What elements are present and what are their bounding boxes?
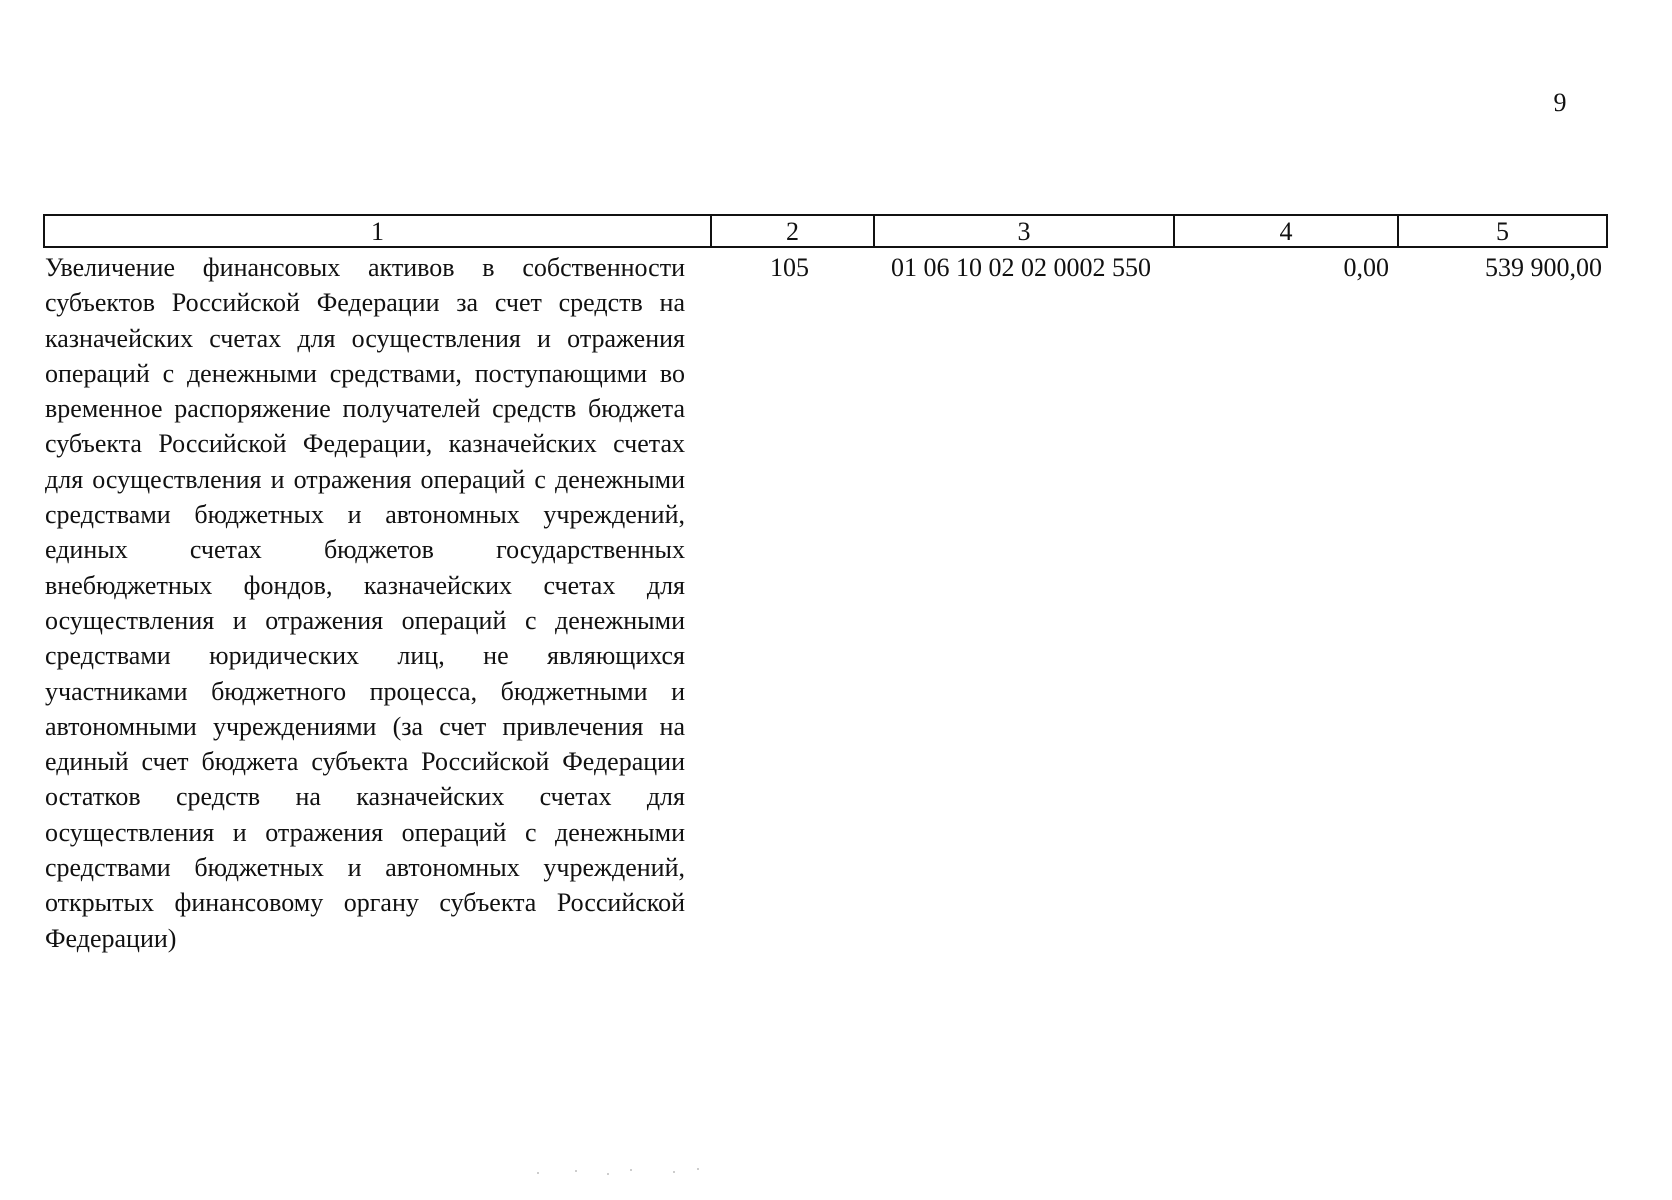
header-col-2: 2	[710, 216, 873, 246]
scan-speck	[630, 1169, 632, 1171]
header-col-4: 4	[1173, 216, 1397, 246]
header-col-5: 5	[1397, 216, 1606, 246]
row-code: 105	[770, 253, 809, 282]
header-col-3: 3	[873, 216, 1173, 246]
table-header-row	[43, 214, 1608, 248]
scan-speck	[673, 1171, 675, 1173]
row-classification-code: 01 06 10 02 02 0002 550	[891, 253, 1151, 282]
scan-speck	[697, 1168, 699, 1170]
row-value-col5: 539 900,00	[1485, 253, 1602, 282]
scan-speck	[537, 1172, 539, 1174]
row-description: Увеличение финансовых активов в собственности субъектов Российской Федерации за счет средств на казначейских счетах для осуществления и отражения операций с денежными средствами, поступающими во временное распоряжение получателей средств бюджета субъекта Российской Федерации, казначейских счетах для осуществления и отражения операций с денежными средствами бюджетных и автономных учреждений, единых счетах бюджетов государственных внебюджетных фондов, казначейских счетах для осуществления и отражения операций с денежными средствами юридических лиц, не являющихся участниками бюджетного процесса, бюджетными и автономными учреждениями (за счет привлечения на единый счет бюджета субъекта Российской Федерации остатков средств на казначейских счетах для осуществления и отражения операций с денежными средствами бюджетных и автономных учреждений, открытых финансовому органу субъекта Российской Федерации)	[45, 253, 685, 953]
page-number: 9	[1553, 88, 1567, 117]
header-col-1: 1	[371, 217, 384, 246]
scan-speck	[607, 1173, 609, 1175]
budget-table	[43, 214, 1608, 953]
scan-artifacts	[535, 1168, 705, 1176]
scan-speck	[575, 1170, 577, 1172]
table-row	[43, 248, 1608, 953]
row-value-col4: 0,00	[1343, 253, 1389, 282]
